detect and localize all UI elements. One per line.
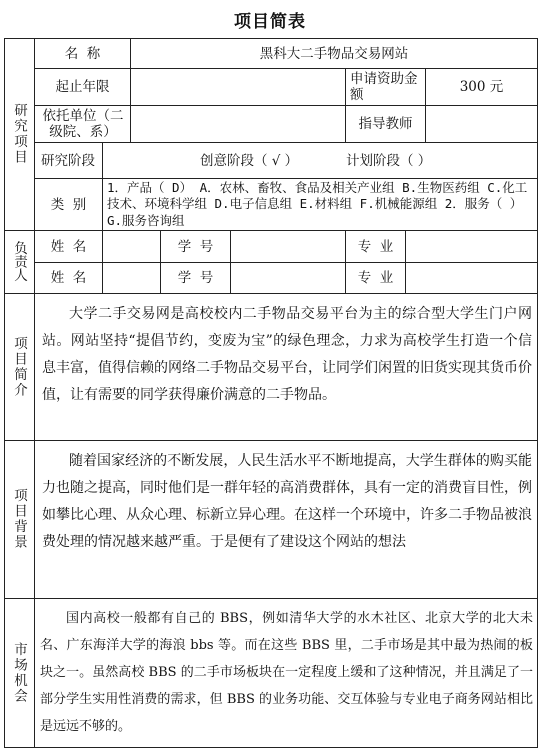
leader-major-label-1: 专 业 bbox=[357, 238, 394, 255]
background-section-label: 项目背景 bbox=[11, 488, 27, 550]
leader-id-label-1: 学 号 bbox=[177, 238, 214, 255]
name-label: 名 称 bbox=[64, 45, 101, 62]
leader-name-label-2: 姓 名 bbox=[50, 270, 87, 286]
stage-idea: 创意阶段（ √ ） bbox=[200, 152, 299, 169]
funding-label: 申请资助金额 bbox=[350, 71, 418, 103]
unit-label: 依托单位（二级院、系） bbox=[42, 108, 124, 140]
page-title: 项目简表 bbox=[234, 11, 306, 32]
category-text: 1．产品（ D） A．农林、畜牧、食品及相关产业组 B.生物医药组 C.化工技术、环境科学组 D.电子信息组 E.材料组 F.机械能源组 2．服务（ ） G.服务咨询组 bbox=[107, 179, 528, 228]
period-label: 起止年限 bbox=[55, 79, 110, 95]
intro-text: 大学二手交易网是高校校内二手物品交易平台为主的综合型大学生门户网站。网站坚持“提倡节约，变废为宝”的绿色理念，力求为高校学生打造一个信息丰富，值得信赖的网络二手物品交易平台，让同学们闲置的旧货实现其货币价值，让有需要的同学获得廉价满意的二手物品。 bbox=[42, 306, 532, 403]
period-value bbox=[131, 69, 345, 105]
research-section-label: 研究项目 bbox=[11, 103, 27, 165]
background-text: 随着国家经济的不断发展，人民生活水平不断地提高，大学生群体的购买能力也随之提高，同时他们是一群年轻的高消费群体，具有一定的消费盲目性，例如攀比心理、从众心理、标新立异心理。在这样一个环境中，许多二手物品被浪费处理的情况越来越严重。于是便有了建设这个网站的想法 bbox=[42, 453, 532, 550]
market-text: 国内高校一般都有自己的 BBS，例如清华大学的水木社区、北京大学的北大未名、广东海洋大学的海浪 bbs 等。而在这些 BBS 里，二手市场是其中最为热闹的板块之一。虽然高校 BBS 的二手市场板块在一定程度上缓和了这种情况，并且满足了一部分学生实用性消费的需求，但 BBS 的业务功能、交互体验与专业电子商务网站相比是远远不够的。 bbox=[40, 611, 533, 734]
stage-label: 研究阶段 bbox=[41, 152, 95, 169]
market-section-label: 市场机会 bbox=[11, 641, 27, 704]
project-name-value: 黑科大二手物品交易网站 bbox=[259, 45, 409, 62]
advisor-label: 指导教师 bbox=[358, 116, 413, 132]
leader-major-label-2: 专 业 bbox=[357, 270, 394, 286]
leader-name-label-1: 姓 名 bbox=[50, 238, 87, 255]
unit-value bbox=[131, 106, 345, 142]
leader-id-label-2: 学 号 bbox=[177, 270, 214, 286]
stage-plan: 计划阶段（ ） bbox=[346, 152, 432, 169]
category-label: 类 别 bbox=[50, 196, 87, 213]
leader-section-label: 负责人 bbox=[11, 241, 27, 282]
funding-value: 300 元 bbox=[459, 79, 504, 95]
intro-section-label: 项目简介 bbox=[11, 335, 27, 398]
advisor-value bbox=[426, 106, 537, 142]
